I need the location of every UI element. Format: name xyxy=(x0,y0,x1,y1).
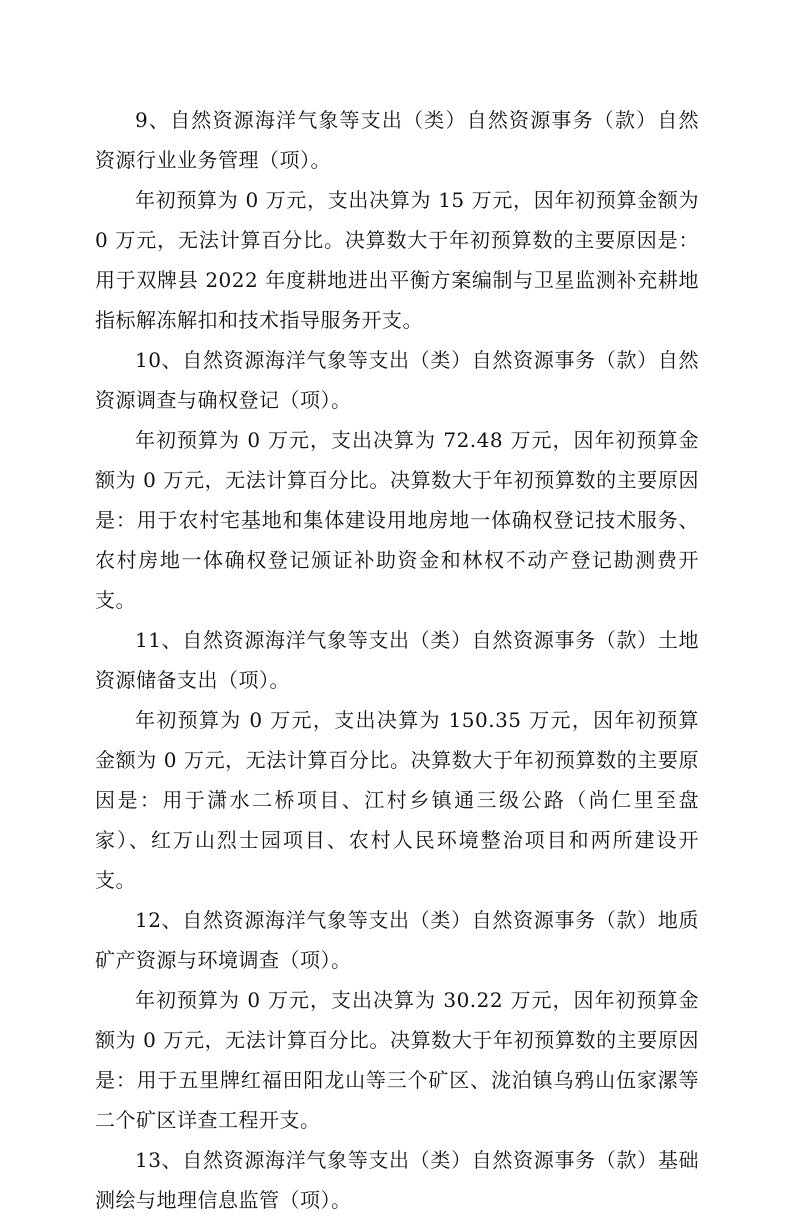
document-body xyxy=(95,100,699,1220)
item-11-explanation: 年初预算为 0 万元，支出决算为 150.35 万元，因年初预算金额为 0 万元，无法计算百分比。决算数大于年初预算数的主要原因是：用于潇水二桥项目、江村乡镇通三级公路（尚仁里至盘家）、红万山烈士园项目、农村人民环境整治项目和两所建设开支。 xyxy=(95,708,699,892)
item-12-explanation: 年初预算为 0 万元，支出决算为 30.22 万元，因年初预算金额为 0 万元，无法计算百分比。决算数大于年初预算数的主要原因是：用于五里牌红福田阳龙山等三个矿区、泷泊镇乌鸦山伍家漯等二个矿区详查工程开支。 xyxy=(95,988,699,1132)
item-10-explanation: 年初预算为 0 万元，支出决算为 72.48 万元，因年初预算金额为 0 万元，无法计算百分比。决算数大于年初预算数的主要原因是：用于农村宅基地和集体建设用地房地一体确权登记技术服务、农村房地一体确权登记颁证补助资金和林权不动产登记勘测费开支。 xyxy=(95,428,699,612)
item-11-heading: 11、自然资源海洋气象等支出（类）自然资源事务（款）土地资源储备支出（项）。 xyxy=(95,628,699,692)
item-10-heading: 10、自然资源海洋气象等支出（类）自然资源事务（款）自然资源调查与确权登记（项）。 xyxy=(95,348,699,412)
item-13-heading: 13、自然资源海洋气象等支出（类）自然资源事务（款）基础测绘与地理信息监管（项）。 xyxy=(95,1148,699,1212)
item-9-heading: 9、自然资源海洋气象等支出（类）自然资源事务（款）自然资源行业业务管理（项）。 xyxy=(95,108,699,172)
item-12-heading: 12、自然资源海洋气象等支出（类）自然资源事务（款）地质矿产资源与环境调查（项）。 xyxy=(95,908,699,972)
item-9-explanation: 年初预算为 0 万元，支出决算为 15 万元，因年初预算金额为 0 万元，无法计算百分比。决算数大于年初预算数的主要原因是：用于双牌县 2022 年度耕地进出平衡方案编制与卫星监测补充耕地指标解冻解扣和技术指导服务开支。 xyxy=(95,188,699,332)
